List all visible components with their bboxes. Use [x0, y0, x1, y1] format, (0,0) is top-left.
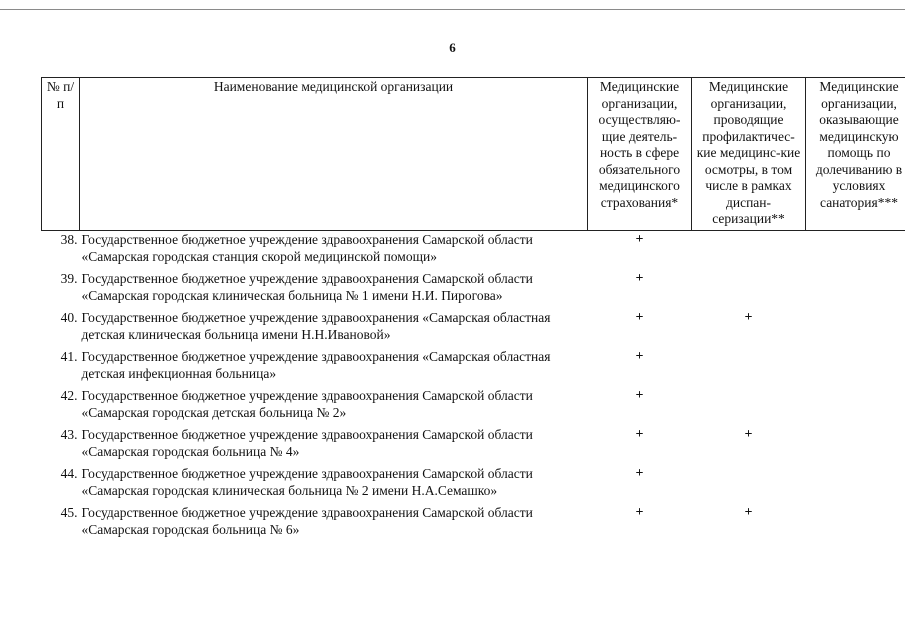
oms-mark: + [635, 232, 644, 247]
row-number: 41. [60, 349, 78, 364]
table-row [42, 349, 905, 388]
row-number: 43. [60, 427, 78, 442]
sanatorium-mark [806, 271, 905, 310]
table-row [42, 388, 905, 427]
sanatorium-mark [806, 231, 905, 272]
organization-name: Государственное бюджетное учреждение здравоохранения «Самарская областная детская инфекционная больница» [81, 349, 551, 381]
table-row [42, 505, 905, 544]
organizations-table [41, 77, 905, 544]
sanatorium-mark [806, 427, 905, 466]
sanatorium-mark [806, 466, 905, 505]
organization-name: Государственное бюджетное учреждение здравоохранения Самарской области «Самарская городская детская больница № 2» [81, 388, 533, 420]
preventive-exam-mark: + [744, 505, 753, 520]
organization-name: Государственное бюджетное учреждение здравоохранения Самарской области «Самарская городская клиническая больница № 1 имени Н.И. Пирогова» [81, 271, 533, 303]
preventive-exam-mark [692, 388, 806, 427]
header-oms: Медицинские организации, осуществляю-щие деятель-ность в сфере обязательного медицинского страхования* [588, 78, 692, 231]
oms-mark: + [635, 271, 644, 286]
preventive-exam-mark: + [744, 310, 753, 325]
row-number: 45. [60, 505, 78, 520]
table-row [42, 310, 905, 349]
sanatorium-mark [806, 349, 905, 388]
oms-mark: + [635, 349, 644, 364]
organization-name: Государственное бюджетное учреждение здравоохранения Самарской области «Самарская городская больница № 4» [81, 427, 533, 459]
page-number: 6 [449, 40, 456, 55]
preventive-exam-mark [692, 271, 806, 310]
sanatorium-mark [806, 505, 905, 544]
organization-name: Государственное бюджетное учреждение здравоохранения Самарской области «Самарская городская клиническая больница № 2 имени Н.А.Семашко» [81, 466, 533, 498]
preventive-exam-mark [692, 466, 806, 505]
header-preventive-exams: Медицинские организации, проводящие профилактичес-кие медицинс-кие осмотры, в том числе в рамках диспан-серизации** [692, 78, 806, 231]
organization-name: Государственное бюджетное учреждение здравоохранения «Самарская областная детская клиническая больница имени Н.Н.Ивановой» [81, 310, 551, 342]
header-sanatorium: Медицинские организации, оказывающие медицинскую помощь по долечиванию в условиях санатория*** [806, 78, 905, 231]
row-number: 38. [60, 232, 78, 247]
preventive-exam-mark: + [744, 427, 753, 442]
oms-mark: + [635, 466, 644, 481]
table-row [42, 231, 905, 272]
preventive-exam-mark [692, 349, 806, 388]
oms-mark: + [635, 388, 644, 403]
oms-mark: + [635, 310, 644, 325]
table-row [42, 427, 905, 466]
oms-mark: + [635, 505, 644, 520]
row-number: 40. [60, 310, 78, 325]
oms-mark: + [635, 427, 644, 442]
table-header-row [42, 78, 905, 231]
sanatorium-mark [806, 388, 905, 427]
top-border-line [0, 9, 905, 10]
sanatorium-mark [806, 310, 905, 349]
header-number: № п/п [42, 78, 80, 231]
header-organization-name: Наименование медицинской организации [80, 78, 588, 231]
table-body [42, 231, 905, 545]
preventive-exam-mark [692, 231, 806, 272]
row-number: 44. [60, 466, 78, 481]
row-number: 39. [60, 271, 78, 286]
organization-name: Государственное бюджетное учреждение здравоохранения Самарской области «Самарская городская больница № 6» [81, 505, 533, 537]
table-row [42, 271, 905, 310]
organization-name: Государственное бюджетное учреждение здравоохранения Самарской области «Самарская городская станция скорой медицинской помощи» [81, 232, 533, 264]
table-row [42, 466, 905, 505]
row-number: 42. [60, 388, 78, 403]
